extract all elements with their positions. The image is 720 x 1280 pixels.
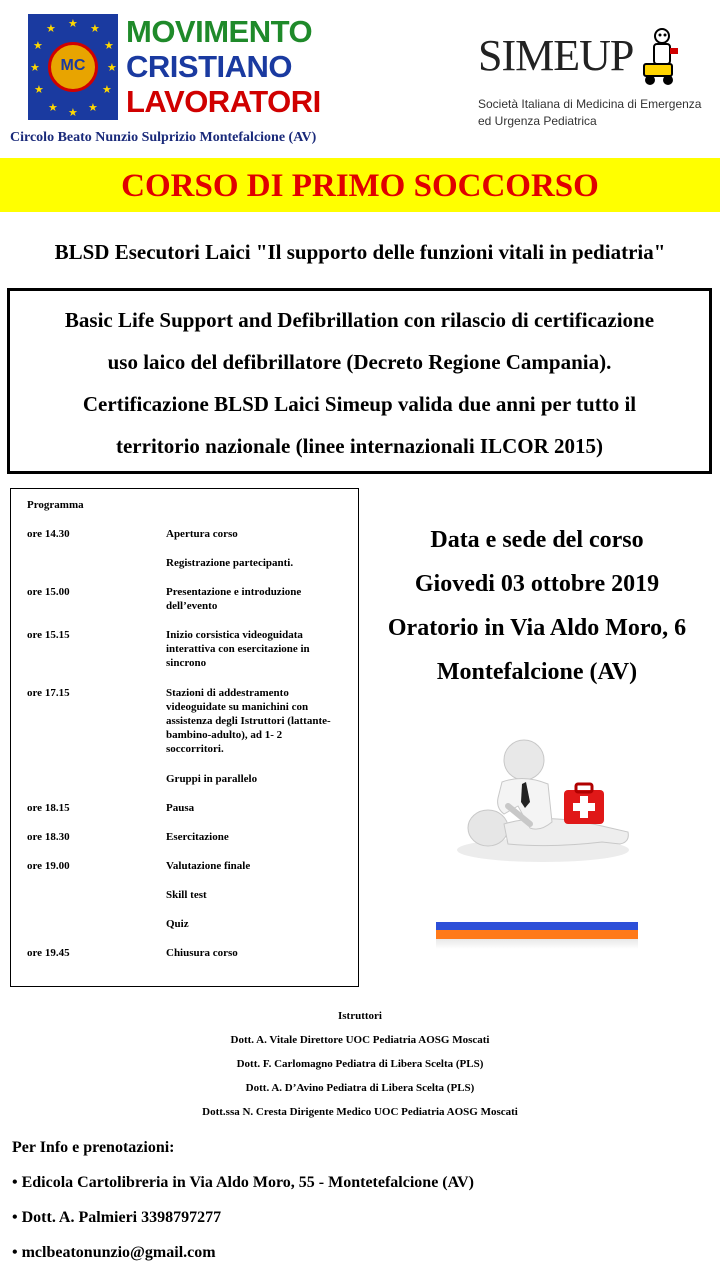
title-band <box>0 158 720 212</box>
circolo-label: Circolo Beato Nunzio Sulprizio Montefalcione (AV) <box>10 130 317 145</box>
org-line-1: MOVIMENTO <box>126 14 313 49</box>
org-line-3: LAVORATORI <box>126 84 321 119</box>
star-icon: ★ <box>30 61 40 74</box>
program-activity: Esercitazione <box>166 831 229 843</box>
star-icon: ★ <box>88 101 98 114</box>
program-time: ore 14.30 <box>27 528 70 540</box>
bar-orange <box>436 930 638 939</box>
logo-letters: MC <box>60 57 86 74</box>
star-icon: ★ <box>68 106 78 119</box>
org-line-2: CRISTIANO <box>126 49 292 84</box>
instructor-item: Dott. A. Vitale Direttore UOC Pediatria AOSG Moscati <box>230 1034 490 1046</box>
course-subtitle: BLSD Esecutori Laici "Il supporto delle funzioni vitali in pediatria" <box>54 240 666 264</box>
cpr-illustration-icon <box>452 732 634 867</box>
course-info <box>362 518 712 694</box>
program-time: ore 18.15 <box>27 802 70 814</box>
instructors-heading: Istruttori <box>338 1010 382 1022</box>
program-activity: Valutazione finale <box>166 860 251 872</box>
program-time: ore 15.15 <box>27 629 70 641</box>
instructor-item: Dott. F. Carlomagno Pediatra di Libera Scelta (PLS) <box>236 1058 484 1070</box>
program-activity: Gruppi in parallelo <box>166 773 258 785</box>
program-activity: Quiz <box>166 918 189 930</box>
course-date: Giovedi 03 ottobre 2019 <box>414 571 660 597</box>
course-city: Montefalcione (AV) <box>436 659 638 685</box>
cert-line-2: uso laico del defibrillatore (Decreto Regione Campania). <box>107 350 612 374</box>
simeup-mascot-icon <box>636 26 680 88</box>
course-venue: Oratorio in Via Aldo Moro, 6 <box>387 615 687 641</box>
info-section <box>12 1130 474 1270</box>
star-icon: ★ <box>48 101 58 114</box>
instructor-item: Dott. A. D’Avino Pediatra di Libera Scelta (PLS) <box>245 1082 475 1094</box>
star-icon: ★ <box>34 83 44 96</box>
program-time: ore 17.15 <box>27 687 70 699</box>
star-icon: ★ <box>104 39 114 52</box>
program-activity: Chiusura corso <box>166 947 238 959</box>
program-box <box>10 488 359 987</box>
mcl-emblem <box>48 42 98 92</box>
cert-line-1: Basic Life Support and Defibrillation con rilascio di certificazione <box>64 308 655 332</box>
simeup-sub-line-1: Società Italiana di Medicina di Emergenza <box>478 97 702 111</box>
mcl-logo <box>28 14 118 120</box>
info-item-phone: • Dott. A. Palmieri 3398797277 <box>12 1209 222 1226</box>
info-item: • Edicola Cartolibreria in Via Aldo Moro, 55 - Montetefalcione (AV) <box>12 1174 474 1191</box>
program-time: ore 18.30 <box>27 831 70 843</box>
program-time: ore 19.00 <box>27 860 70 872</box>
program-time: ore 19.45 <box>27 947 70 959</box>
star-icon: ★ <box>33 39 43 52</box>
info-item-email: • mclbeatonunzio@gmail.com <box>12 1244 216 1261</box>
cert-line-3: Certificazione BLSD Laici Simeup valida due anni per tutto il <box>82 392 637 416</box>
program-time: ore 15.00 <box>27 586 70 598</box>
star-icon: ★ <box>46 22 56 35</box>
simeup-subtitle <box>478 96 701 130</box>
program-activity: Skill test <box>166 889 207 901</box>
course-info-heading: Data e sede del corso <box>430 527 644 553</box>
cert-line-4: territorio nazionale (linee internazionali ILCOR 2015) <box>115 434 603 458</box>
instructors <box>0 1004 720 1124</box>
program-activity: Presentazione e introduzione dell’evento <box>166 586 302 612</box>
program-activity: Registrazione partecipanti. <box>166 557 294 569</box>
program-title: Programma <box>27 499 84 511</box>
program-activity: Apertura corso <box>166 528 238 540</box>
star-icon: ★ <box>68 17 78 30</box>
program-activity: Pausa <box>166 802 195 814</box>
star-icon: ★ <box>90 22 100 35</box>
simeup-sub-line-2: ed Urgenza Pediatrica <box>478 114 597 128</box>
bar-gray <box>436 939 638 949</box>
instructor-item: Dott.ssa N. Cresta Dirigente Medico UOC Pediatria AOSG Moscati <box>202 1106 518 1118</box>
bar-blue <box>436 922 638 930</box>
certification-box <box>7 288 712 474</box>
page-title: CORSO DI PRIMO SOCCORSO <box>121 168 599 204</box>
program-activity: Stazioni di addestramento videoguidate su manichini con assistenza degli Istruttori (lattante-bambino-adulto), ad 1- 2 soccorritori. <box>166 687 331 755</box>
org-name <box>126 14 321 119</box>
star-icon: ★ <box>107 61 117 74</box>
star-icon: ★ <box>102 83 112 96</box>
decorative-bars <box>436 922 638 949</box>
info-heading: Per Info e prenotazioni: <box>12 1139 175 1156</box>
program-activity: Inizio corsistica videoguidata interattiva con esercitazione in sincrono <box>166 629 310 669</box>
simeup-logo-text: SIMEUP <box>478 31 634 80</box>
